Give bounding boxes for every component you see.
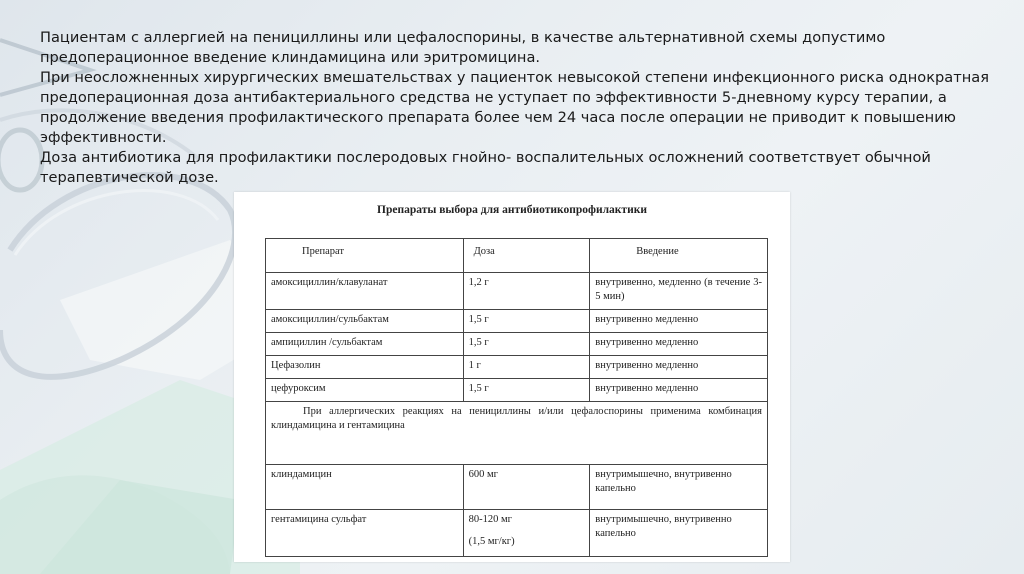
dose-cell: 1,5 г <box>463 310 590 333</box>
header-dose: Доза <box>463 239 590 273</box>
drug-cell: цефуроксим <box>266 379 464 402</box>
dose-cell: 1,5 г <box>463 333 590 356</box>
table-row <box>266 333 768 356</box>
drug-cell: гентамицина сульфат <box>266 510 464 557</box>
drug-cell: амоксициллин/сульбактам <box>266 310 464 333</box>
dose-cell: 1,5 г <box>463 379 590 402</box>
route-cell: внутривенно, медленно (в течение 3-5 мин) <box>590 273 768 310</box>
paragraph-allergy: Пациентам с аллергией на пенициллины или цефалоспорины, в качестве альтернативной схемы допустимо предоперационное введение клиндамицина или эритромицина. <box>40 29 886 66</box>
table-row <box>266 356 768 379</box>
table-row <box>266 465 768 510</box>
table-title: Препараты выбора для антибиотикопрофилактики <box>377 204 647 216</box>
drug-cell: амоксициллин/клавуланат <box>266 273 464 310</box>
table-row <box>266 310 768 333</box>
allergy-note: При аллергических реакциях на пенициллины и/или цефалоспорины применима комбинация клиндамицина и гентамицина <box>266 402 768 465</box>
table-header-row <box>266 239 768 273</box>
table-row <box>266 379 768 402</box>
route-cell: внутривенно медленно <box>590 310 768 333</box>
route-cell: внутримышечно, внутривенно капельно <box>590 465 768 510</box>
table-row <box>266 510 768 557</box>
dose-value: 80-120 мг <box>468 514 512 525</box>
header-route: Введение <box>590 239 768 273</box>
table-note-row <box>266 402 768 465</box>
table-row <box>266 273 768 310</box>
dose-per-kg: (1,5 мг/кг) <box>468 536 515 547</box>
slide-text <box>40 28 990 188</box>
dose-cell: 1 г <box>463 356 590 379</box>
dose-cell: 1,2 г <box>463 273 590 310</box>
drug-cell: Цефазолин <box>266 356 464 379</box>
drug-cell: клиндамицин <box>266 465 464 510</box>
route-cell: внутривенно медленно <box>590 379 768 402</box>
dose-cell: 600 мг <box>463 465 590 510</box>
route-cell: внутривенно медленно <box>590 333 768 356</box>
paragraph-single-dose: При неосложненных хирургических вмешательствах у пациенток невысокой степени инфекционного риска однократная предоперационная доза антибактериального средства не уступает по эффективности 5-дневному курсу терапии, а продолжение введения профилактического препарата более чем 24 часа после операции не приводит к повышению эффективности. <box>40 69 989 146</box>
drug-cell: ампициллин /сульбактам <box>266 333 464 356</box>
paragraph-dose: Доза антибиотика для профилактики послеродовых гнойно- воспалительных осложнений соответствует обычной терапевтической дозе. <box>40 149 931 186</box>
drugs-table <box>265 238 768 557</box>
dose-cell <box>463 510 590 557</box>
header-drug: Препарат <box>266 239 464 273</box>
route-cell: внутривенно медленно <box>590 356 768 379</box>
route-cell: внутримышечно, внутривенно капельно <box>590 510 768 557</box>
table-scan <box>234 192 790 562</box>
